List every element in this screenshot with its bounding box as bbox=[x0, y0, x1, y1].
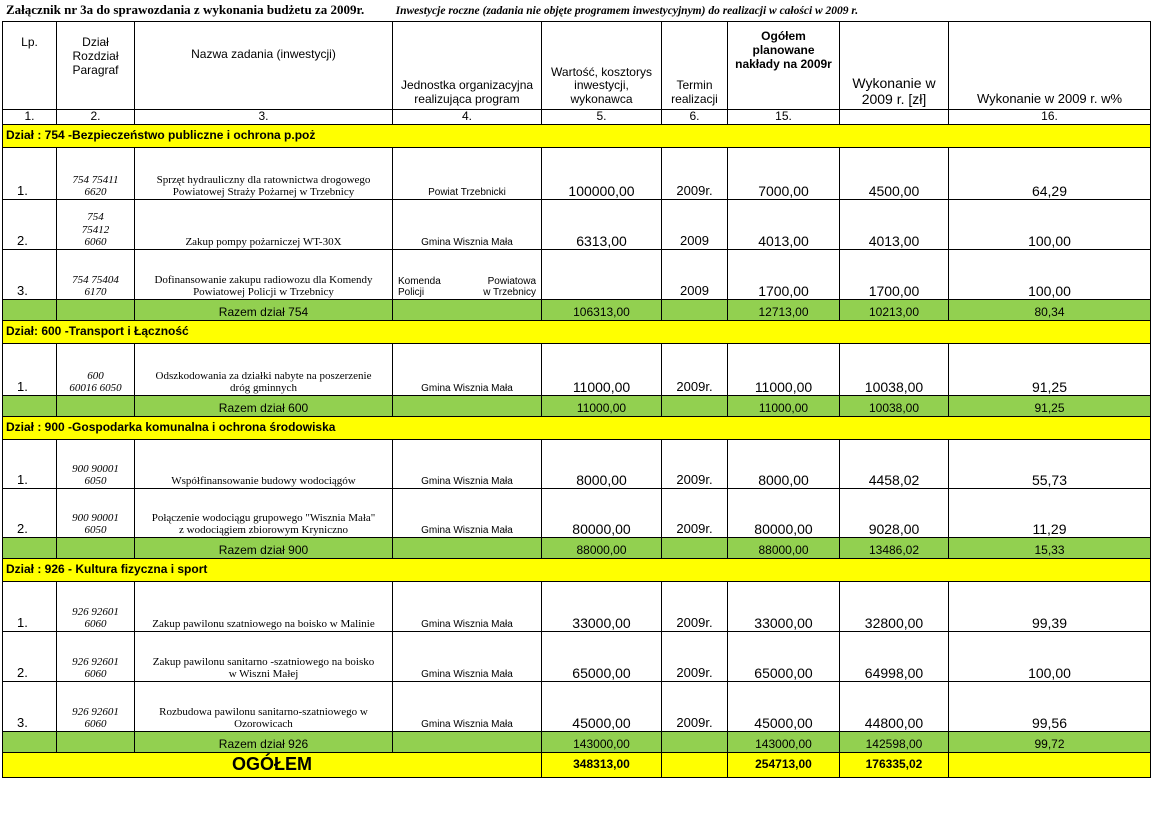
row-unit: Gmina Wisznia Mała bbox=[393, 681, 542, 731]
row-termin: 2009r. bbox=[662, 147, 728, 199]
row-plan: 11000,00 bbox=[728, 343, 840, 395]
row-lp: 2. bbox=[3, 631, 57, 681]
unit-part: Powiatowa bbox=[487, 275, 536, 287]
code-line: 6170 bbox=[84, 286, 107, 299]
investment-table bbox=[2, 21, 1151, 778]
row-termin: 2009r. bbox=[662, 488, 728, 537]
row-code bbox=[57, 681, 135, 731]
row-plan: 1700,00 bbox=[728, 249, 840, 299]
row-lp: 2. bbox=[3, 488, 57, 537]
header-jednostka: Jednostka organizacyjna realizująca program bbox=[393, 22, 542, 110]
sum-row bbox=[3, 395, 1151, 416]
row-lp: 3. bbox=[3, 249, 57, 299]
column-numbers-row bbox=[3, 110, 1151, 125]
table-row bbox=[3, 439, 1151, 488]
code-line: 6620 bbox=[84, 186, 107, 199]
header-lp: Lp. bbox=[3, 22, 57, 110]
table-row bbox=[3, 631, 1151, 681]
document-title bbox=[6, 2, 858, 20]
name-line: dróg gminnych bbox=[230, 382, 297, 395]
code-line: 900 90001 bbox=[72, 462, 119, 475]
row-unit: Gmina Wisznia Mała bbox=[393, 439, 542, 488]
row-unit: Gmina Wisznia Mała bbox=[393, 199, 542, 249]
header-ogolem: Ogółem planowane nakłady na 2009r bbox=[728, 22, 840, 110]
row-termin: 2009r. bbox=[662, 581, 728, 631]
row-lp: 1. bbox=[3, 147, 57, 199]
row-pct: 64,29 bbox=[949, 147, 1151, 199]
title-main: Załącznik nr 3a do sprawozdania z wykonania budżetu za 2009r. bbox=[6, 2, 365, 17]
row-plan: 80000,00 bbox=[728, 488, 840, 537]
row-wartosc bbox=[542, 249, 662, 299]
row-wartosc: 45000,00 bbox=[542, 681, 662, 731]
row-lp: 1. bbox=[3, 581, 57, 631]
row-name bbox=[135, 681, 393, 731]
row-code bbox=[57, 249, 135, 299]
code-line: 754 75411 bbox=[72, 173, 119, 186]
row-wartosc: 33000,00 bbox=[542, 581, 662, 631]
sum-pct: 15,33 bbox=[949, 537, 1151, 558]
col-num: 15. bbox=[728, 110, 840, 125]
row-termin: 2009r. bbox=[662, 439, 728, 488]
col-num: 3. bbox=[135, 110, 393, 125]
row-name: Współfinansowanie budowy wodociągów bbox=[135, 439, 393, 488]
sum-wyk: 10038,00 bbox=[840, 395, 949, 416]
unit-part: Policji bbox=[398, 287, 425, 299]
sum-wartosc: 88000,00 bbox=[542, 537, 662, 558]
row-wyk: 9028,00 bbox=[840, 488, 949, 537]
name-line: Powiatowej Straży Pożarnej w Trzebnicy bbox=[172, 186, 355, 199]
header-row bbox=[3, 22, 1151, 110]
sum-wartosc: 143000,00 bbox=[542, 731, 662, 752]
row-wartosc: 100000,00 bbox=[542, 147, 662, 199]
total-plan: 254713,00 bbox=[728, 752, 840, 777]
row-unit: Powiat Trzebnicki bbox=[393, 147, 542, 199]
row-plan: 65000,00 bbox=[728, 631, 840, 681]
section-header bbox=[3, 320, 1151, 343]
row-name bbox=[135, 249, 393, 299]
section-title: Dział: 600 -Transport i Łączność bbox=[3, 320, 1151, 343]
code-line: 600 bbox=[87, 369, 104, 382]
row-wyk: 4013,00 bbox=[840, 199, 949, 249]
code-line: 60016 6050 bbox=[69, 382, 122, 395]
sum-row bbox=[3, 537, 1151, 558]
row-pct: 99,56 bbox=[949, 681, 1151, 731]
col-num: 5. bbox=[542, 110, 662, 125]
sum-wyk: 13486,02 bbox=[840, 537, 949, 558]
row-code bbox=[57, 147, 135, 199]
sum-wyk: 142598,00 bbox=[840, 731, 949, 752]
row-wyk: 10038,00 bbox=[840, 343, 949, 395]
total-wartosc: 348313,00 bbox=[542, 752, 662, 777]
code-line: 6060 bbox=[84, 618, 107, 631]
col-num bbox=[840, 110, 949, 125]
row-lp: 1. bbox=[3, 343, 57, 395]
row-unit: Gmina Wisznia Mała bbox=[393, 631, 542, 681]
total-wyk: 176335,02 bbox=[840, 752, 949, 777]
sum-pct: 99,72 bbox=[949, 731, 1151, 752]
header-termin: Termin realizacji bbox=[662, 22, 728, 110]
row-unit: Gmina Wisznia Mała bbox=[393, 581, 542, 631]
row-wartosc: 11000,00 bbox=[542, 343, 662, 395]
title-sub: Inwestycje roczne (zadania nie objęte programem inwestycyjnym) do realizacji w całości w 2009 r. bbox=[395, 5, 859, 17]
row-termin: 2009 bbox=[662, 199, 728, 249]
row-wyk: 64998,00 bbox=[840, 631, 949, 681]
table-row bbox=[3, 199, 1151, 249]
row-pct: 99,39 bbox=[949, 581, 1151, 631]
row-name: Zakup pompy pożarniczej WT-30X bbox=[135, 199, 393, 249]
row-wartosc: 65000,00 bbox=[542, 631, 662, 681]
sum-plan: 12713,00 bbox=[728, 299, 840, 320]
row-unit bbox=[393, 249, 542, 299]
section-header bbox=[3, 124, 1151, 147]
section-header bbox=[3, 416, 1151, 439]
row-lp: 2. bbox=[3, 199, 57, 249]
row-wyk: 4458,02 bbox=[840, 439, 949, 488]
sum-plan: 11000,00 bbox=[728, 395, 840, 416]
table-row bbox=[3, 249, 1151, 299]
code-line: 754 75404 bbox=[72, 273, 119, 286]
row-plan: 4013,00 bbox=[728, 199, 840, 249]
sum-row bbox=[3, 731, 1151, 752]
sum-pct: 80,34 bbox=[949, 299, 1151, 320]
name-line: w Wiszni Małej bbox=[228, 668, 299, 681]
row-code bbox=[57, 343, 135, 395]
name-line: Odszkodowania za działki nabyte na poszerzenie bbox=[155, 369, 372, 382]
col-num: 1. bbox=[3, 110, 57, 125]
row-plan: 7000,00 bbox=[728, 147, 840, 199]
header-nazwa: Nazwa zadania (inwestycji) bbox=[135, 22, 393, 110]
code-line: 75412 bbox=[81, 223, 110, 236]
code-line: 6050 bbox=[84, 475, 107, 488]
row-plan: 45000,00 bbox=[728, 681, 840, 731]
sum-label: Razem dział 754 bbox=[135, 299, 393, 320]
section-header bbox=[3, 558, 1151, 581]
row-pct: 100,00 bbox=[949, 199, 1151, 249]
section-title: Dział : 754 -Bezpieczeństwo publiczne i ochrona p.poż bbox=[3, 124, 1151, 147]
row-lp: 1. bbox=[3, 439, 57, 488]
row-pct: 11,29 bbox=[949, 488, 1151, 537]
code-line: 6050 bbox=[84, 524, 107, 537]
unit-part: w Trzebnicy bbox=[483, 287, 536, 299]
name-line: Połączenie wodociągu grupowego "Wisznia Mała" bbox=[151, 511, 376, 524]
row-unit: Gmina Wisznia Mała bbox=[393, 343, 542, 395]
sum-label: Razem dział 600 bbox=[135, 395, 393, 416]
header-wykonanie-pct: Wykonanie w 2009 r. w% bbox=[949, 22, 1151, 110]
sum-plan: 88000,00 bbox=[728, 537, 840, 558]
row-code bbox=[57, 581, 135, 631]
row-name: Zakup pawilonu szatniowego na boisko w Malinie bbox=[135, 581, 393, 631]
header-dzial: Dział Rozdział Paragraf bbox=[57, 22, 135, 110]
code-line: 926 92601 bbox=[72, 705, 119, 718]
section-title: Dział : 900 -Gospodarka komunalna i ochrona środowiska bbox=[3, 416, 1151, 439]
row-name bbox=[135, 631, 393, 681]
code-line: 6060 bbox=[84, 668, 107, 681]
sum-wyk: 10213,00 bbox=[840, 299, 949, 320]
header-wykonanie: Wykonanie w 2009 r. [zł] bbox=[840, 22, 949, 110]
row-pct: 55,73 bbox=[949, 439, 1151, 488]
code-line: 6060 bbox=[84, 236, 107, 249]
row-plan: 8000,00 bbox=[728, 439, 840, 488]
name-line: Rozbudowa pawilonu sanitarno-szatniowego w bbox=[159, 705, 368, 718]
row-termin: 2009r. bbox=[662, 681, 728, 731]
table-row bbox=[3, 681, 1151, 731]
row-code bbox=[57, 199, 135, 249]
row-code bbox=[57, 439, 135, 488]
row-lp: 3. bbox=[3, 681, 57, 731]
col-num: 2. bbox=[57, 110, 135, 125]
name-line: Sprzęt hydrauliczny dla ratownictwa drogowego bbox=[156, 173, 371, 186]
row-wartosc: 80000,00 bbox=[542, 488, 662, 537]
sum-row bbox=[3, 299, 1151, 320]
code-line: 926 92601 bbox=[72, 655, 119, 668]
row-pct: 100,00 bbox=[949, 249, 1151, 299]
name-line: z wodociągiem zbiorowym Kryniczno bbox=[179, 524, 348, 537]
table-row bbox=[3, 147, 1151, 199]
row-code bbox=[57, 631, 135, 681]
total-row bbox=[3, 752, 1151, 777]
row-wyk: 32800,00 bbox=[840, 581, 949, 631]
table-row bbox=[3, 488, 1151, 537]
code-line: 926 92601 bbox=[72, 605, 119, 618]
total-label: OGÓŁEM bbox=[3, 752, 542, 777]
row-wartosc: 6313,00 bbox=[542, 199, 662, 249]
row-termin: 2009 bbox=[662, 249, 728, 299]
sum-wartosc: 106313,00 bbox=[542, 299, 662, 320]
section-title: Dział : 926 - Kultura fizyczna i sport bbox=[3, 558, 1151, 581]
code-line: 900 90001 bbox=[72, 511, 119, 524]
header-wartosc: Wartość, kosztorys inwestycji, wykonawca bbox=[542, 22, 662, 110]
row-name bbox=[135, 147, 393, 199]
name-line: Powiatowej Policji w Trzebnicy bbox=[193, 286, 334, 299]
col-num: 4. bbox=[393, 110, 542, 125]
sum-pct: 91,25 bbox=[949, 395, 1151, 416]
row-unit: Gmina Wisznia Mała bbox=[393, 488, 542, 537]
row-termin: 2009r. bbox=[662, 631, 728, 681]
row-code bbox=[57, 488, 135, 537]
sum-wartosc: 11000,00 bbox=[542, 395, 662, 416]
row-wartosc: 8000,00 bbox=[542, 439, 662, 488]
row-pct: 91,25 bbox=[949, 343, 1151, 395]
name-line: Dofinansowanie zakupu radiowozu dla Komendy bbox=[154, 273, 373, 286]
name-line: Zakup pawilonu sanitarno -szatniowego na boisko bbox=[152, 655, 375, 668]
name-line: Ozorowicach bbox=[234, 718, 293, 731]
code-line: 6060 bbox=[84, 718, 107, 731]
col-num: 16. bbox=[949, 110, 1151, 125]
sum-label: Razem dział 900 bbox=[135, 537, 393, 558]
unit-part: Komenda bbox=[398, 275, 441, 287]
sum-label: Razem dział 926 bbox=[135, 731, 393, 752]
row-wyk: 44800,00 bbox=[840, 681, 949, 731]
sum-plan: 143000,00 bbox=[728, 731, 840, 752]
row-wyk: 1700,00 bbox=[840, 249, 949, 299]
code-line: 754 bbox=[87, 210, 104, 223]
table-row bbox=[3, 581, 1151, 631]
row-wyk: 4500,00 bbox=[840, 147, 949, 199]
row-plan: 33000,00 bbox=[728, 581, 840, 631]
table-row bbox=[3, 343, 1151, 395]
row-name bbox=[135, 488, 393, 537]
col-num: 6. bbox=[662, 110, 728, 125]
row-name bbox=[135, 343, 393, 395]
row-pct: 100,00 bbox=[949, 631, 1151, 681]
row-termin: 2009r. bbox=[662, 343, 728, 395]
